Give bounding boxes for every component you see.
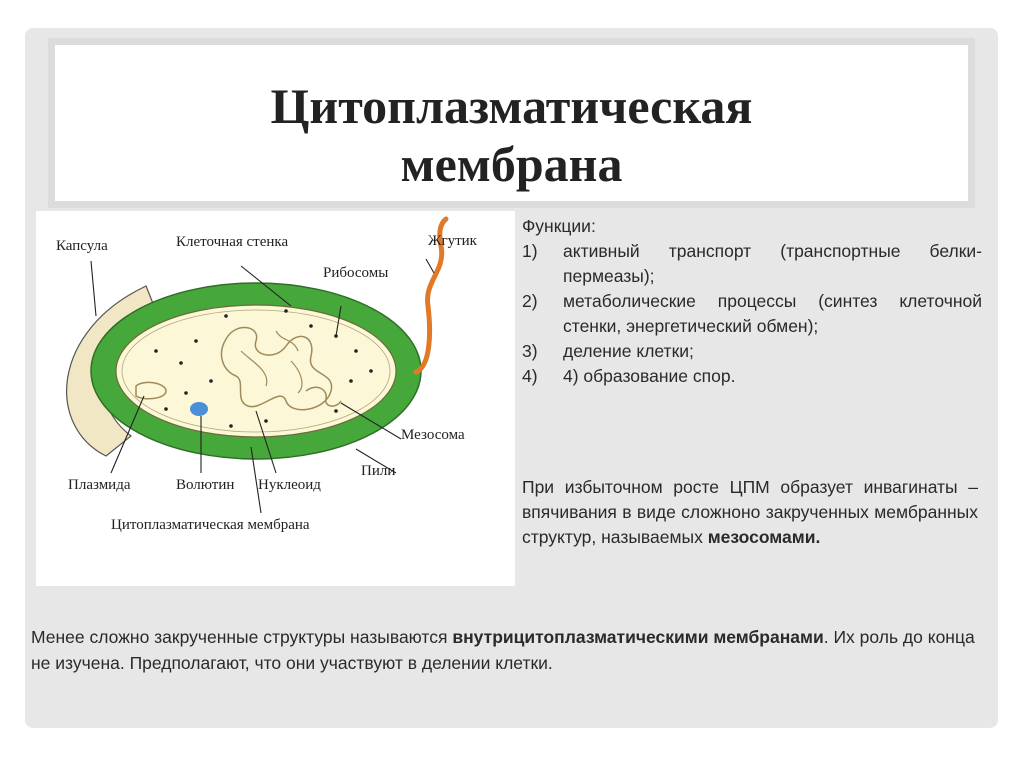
page-title xyxy=(55,77,968,193)
label-mesosome: Мезосома xyxy=(401,427,465,443)
title-line-1: Цитоплазматическая xyxy=(270,78,753,134)
label-nucleoid: Нуклеоид xyxy=(258,477,321,493)
functions-list xyxy=(522,214,982,389)
cytoplasm-shape xyxy=(116,305,396,437)
list-item: 3) деление клетки; xyxy=(522,341,694,361)
label-plasmid: Плазмида xyxy=(68,477,131,493)
bacterial-cell-diagram xyxy=(36,211,515,586)
label-volutin: Волютин xyxy=(176,477,235,493)
title-line-2: мембрана xyxy=(400,136,623,192)
label-capsule: Капсула xyxy=(56,238,108,254)
volutin-shape xyxy=(190,402,208,416)
functions-heading: Функции: xyxy=(522,216,596,236)
mesosome-term: мезосомами. xyxy=(707,527,821,547)
label-ribosomes: Рибосомы xyxy=(323,265,389,281)
slide xyxy=(25,28,998,728)
title-box xyxy=(55,45,968,201)
mesosome-paragraph: При избыточном росте ЦПМ образует инвагинаты – впячивания в виде сложноно закрученных мембранных структур, называемых мезосомами. xyxy=(522,477,978,547)
intracytoplasmic-term: внутрицитоплазматическими мембранами xyxy=(452,627,824,647)
label-pili: Пили xyxy=(361,463,396,479)
label-cell-wall: Клеточная стенка xyxy=(176,234,289,250)
label-cytoplasmic-membrane: Цитоплазматическая мембрана xyxy=(111,517,310,533)
list-item: 2) метаболические процессы (синтез клеточной стенки, энергетический обмен); xyxy=(522,291,982,336)
list-item: 4) 4) образование спор. xyxy=(522,366,736,386)
bottom-paragraph: Менее сложно закрученные структуры называются внутрицитоплазматическими мембранами. Их роль до конца не изучена. Предполагают, что они участвуют в делении клетки. xyxy=(31,627,975,673)
label-flagellum: Жгутик xyxy=(428,233,477,249)
functions-items xyxy=(522,239,982,389)
list-item: 1) активный транспорт (транспортные белки-пермеазы); xyxy=(522,241,982,286)
